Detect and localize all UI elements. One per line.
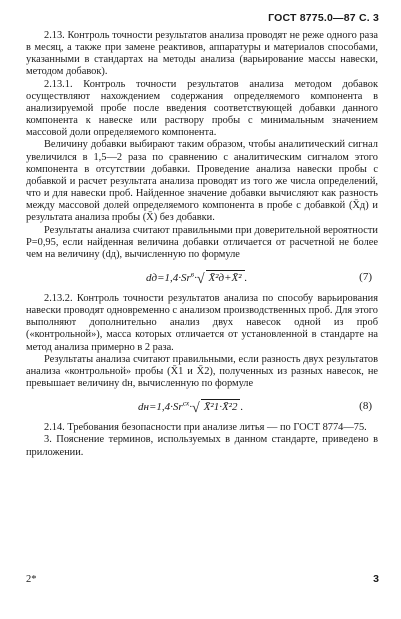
- sqrt-symbol: √: [192, 401, 200, 417]
- paragraph-2-14: 2.14. Требования безопасности при анализе литья — по ГОСТ 8774—75.: [44, 422, 367, 434]
- formula-7: $dд=1,4\cdot Sr^в\cdot√$ X̄²д+X̄² . (7): [146, 269, 372, 287]
- formula-7-s-sup: в: [190, 269, 195, 279]
- paragraph-results-correct: Результаты анализа считают правильными при доверительной вероятности P=0,95, если найденная величина добавки отличается от расчетной не более чем на величину (dд), вычисленную по формуле: [26, 224, 378, 260]
- formula-8: $dн=1,4\cdot Sr^{сх}\cdot√$ X̄²1·X̄²2 . (8): [138, 398, 372, 417]
- paragraph-addition-size: Величину добавки выбирают таким образом, чтобы аналитический сигнал увеличился в 1,5—2 раза по сравнению с аналитическим сигналом этого компонента в отсутствии добавки. Проведение анализа навески пробы с добавкой и расчет результата анализа проводят из того же числа определений, что и для навески проб. Найденное значение добавки вычисляют как разность между массовой долей определяемого компонента в пробе с добавкой (X̄д) и результата анализа пробы (X̄) без добавки.: [26, 139, 378, 224]
- sqrt-symbol: √: [196, 271, 205, 287]
- formula-7-number: (7): [359, 270, 372, 283]
- formula-7-lhs: dд: [146, 271, 158, 284]
- formula-8-s: Sr: [172, 401, 183, 414]
- paragraph-3: 3. Пояснение терминов, используемых в данном стандарте, приведено в приложении.: [26, 434, 378, 458]
- formula-8-number: (8): [359, 400, 372, 413]
- formula-7-radicand: X̄²д+X̄²: [206, 270, 245, 284]
- page-header: ГОСТ 8775.0—87 С. 3: [268, 12, 379, 24]
- paragraph-2-13-1: 2.13.1. Контроль точности результатов анализа методом добавок осуществляют нахождением содержания определяемого компонента в анализируемой пробе после введения соответствующей добавки данного компонента к навеске или раствору пробы с минимальным значением массовой доли определяемого компонента.: [26, 78, 378, 139]
- paragraph-2-13: 2.13. Контроль точности результатов анализа проводят не реже одного раза в месяц, а также при замене реактивов, аппаратуры и материалов способами, указанными в стандартах на методы анализа (варьирование массы навески, методом добавок).: [26, 30, 378, 78]
- formula-8-radicand: X̄²1·X̄²2: [201, 399, 241, 413]
- formula-8-s-sup: сх: [182, 398, 190, 408]
- page-number: 3: [373, 573, 379, 585]
- paragraph-results-correct-2: Результаты анализа считают правильными, если разность двух результатов анализа «контрольной» пробы (X̄1 и X̄2), полученных из разных навесок, не превышает величину dн, вычисленную по формуле: [26, 353, 378, 390]
- formula-8-lhs: dн: [138, 401, 149, 414]
- formula-8-coef: =1,4·: [148, 401, 173, 414]
- formula-7-s: Sr: [181, 271, 191, 284]
- paragraph-2-13-2: 2.13.2. Контроль точности результатов анализа по способу варьирования навески проводят одновременно с анализом производственных проб. Для этого выполняют дополнительно анализ двух навесок одной из проб («контрольной»), масса которых отличается от установленной в стандарте на метод анализа примерно в 2 раза.: [26, 292, 378, 353]
- formula-7-coef: =1,4·: [157, 271, 182, 284]
- document-body: [26, 30, 378, 459]
- footer-signature-mark: 2*: [26, 574, 37, 585]
